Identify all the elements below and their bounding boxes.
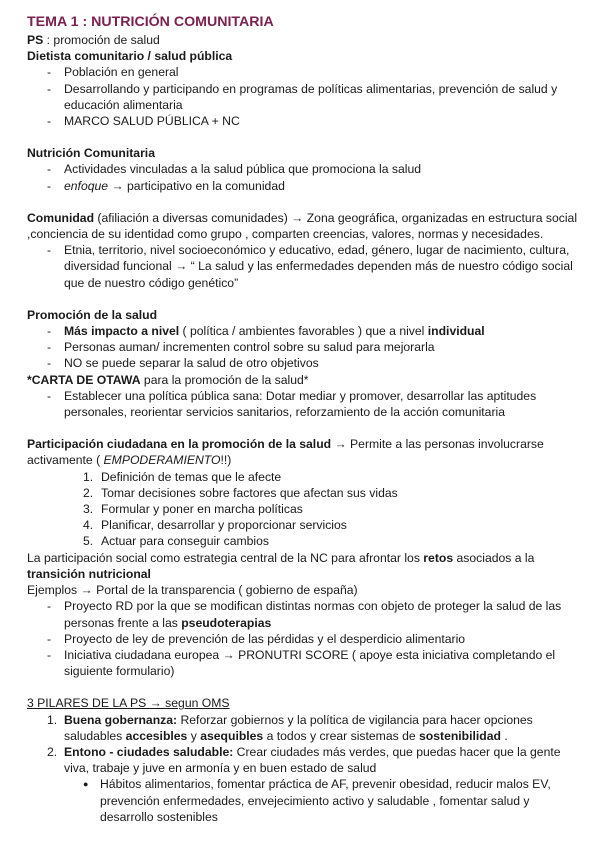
list-item: - NO se puede separar la salud de otro objetivos xyxy=(27,355,579,371)
list-item: - Iniciativa ciudadana europea → PRONUTRI SCORE ( apoye esta iniciativa completando el siguiente formulario) xyxy=(27,647,579,679)
pilares-sublist xyxy=(27,776,579,825)
dietista-heading: Dietista comunitario / salud pública xyxy=(27,49,233,64)
participacion-steps xyxy=(27,469,579,550)
list-item: 1. Definición de temas que le afecte xyxy=(83,469,282,484)
list-item: ● Hábitos alimentarios, fomentar práctica de AF, prevenir obesidad, reducir malos EV, prevención enfermedades, envejecimiento activo y saludable , fomentar salud y desarrollo sostenibles xyxy=(27,776,579,825)
promocion-heading: Promoción de la salud xyxy=(27,307,158,322)
pilares-heading: 3 PILARES DE LA PS → segun OMS xyxy=(27,696,230,711)
participacion-paragraph: Participación ciudadana en la promoción de la salud → Permite a las personas involucrarse activamente ( EMPODERAMIENTO!!) xyxy=(27,437,544,468)
list-item: - MARCO SALUD PÚBLICA + NC xyxy=(27,113,579,129)
ps-label: PS xyxy=(27,33,44,47)
list-item: 2. Entono - ciudades saludable: Crear ciudades más verdes, que puedas hacer que la gente viva, trabaje y juve en armonía y en buen estado de salud xyxy=(47,744,561,776)
list-item: 4. Planificar, desarrollar y proporcionar servicios xyxy=(83,518,347,533)
ps-definition xyxy=(27,32,579,48)
ejemplos-list xyxy=(27,598,579,679)
list-item: 5. Actuar para conseguir cambios xyxy=(83,534,270,549)
dietista-list xyxy=(27,64,579,129)
comunidad-paragraph: Comunidad (afiliación a diversas comunidades) → Zona geográfica, organizadas en estructura social ,conciencia de su identidad como grupo , comparten creencias, valores, normas y necesidades. xyxy=(27,210,578,242)
nutricion-heading: Nutrición Comunitaria xyxy=(27,146,155,161)
list-item: - Proyecto RD por la que se modifican distintas normas con objeto de proteger la salud de las personas frente a las pseudoterapias xyxy=(27,598,579,630)
list-item: 1. Buena gobernanza: Reforzar gobiernos y la política de vigilancia para hacer opciones saludables accesibles y asequibles a todos y crear sistemas de sostenibilidad . xyxy=(47,712,533,743)
document-title: TEMA 1 : NUTRICIÓN COMUNITARIA xyxy=(27,14,274,30)
list-item: - Más impacto a nivel ( política / ambientes favorables ) que a nivel individual xyxy=(27,323,579,339)
list-item: - Desarrollando y participando en programas de políticas alimentarias, prevención de salud y educación alimentaria xyxy=(27,81,579,113)
ejemplos-line: Ejemplos → Portal de la transparencia ( gobierno de españa) xyxy=(27,583,358,598)
list-item: - Población en general xyxy=(27,64,579,80)
otawa-heading: *CARTA DE OTAWA para la promoción de la salud* xyxy=(27,372,309,387)
comunidad-list xyxy=(27,242,579,291)
promocion-list xyxy=(27,323,579,372)
nutricion-list xyxy=(27,161,579,193)
otawa-list xyxy=(27,388,579,420)
enfoque-term: enfoque xyxy=(64,178,109,193)
list-item: - enfoque → participativo en la comunidad xyxy=(27,178,579,194)
list-item: 2. Tomar decisiones sobre factores que afectan sus vidas xyxy=(83,485,398,500)
list-item: 3. Formular y poner en marcha políticas xyxy=(83,502,303,517)
list-item: - Personas auman/ incrementen control sobre su salud para mejorarla xyxy=(27,339,579,355)
list-item: - Proyecto de ley de prevención de las pérdidas y el desperdicio alimentario xyxy=(27,631,579,647)
participacion-social: La participación social como estrategia central de la NC para afrontar los retos asociados a la transición nutricional xyxy=(27,550,535,581)
list-item: - Etnia, territorio, nivel socioeconómico y educativo, edad, género, lugar de nacimiento, cultura, diversidad funcional → “ La salud y las enfermedades dependen más de nuestro código social que de nuestro código genético” xyxy=(27,242,579,291)
document-page xyxy=(27,12,579,825)
comunidad-label: Comunidad xyxy=(27,210,95,225)
ps-text: : promoción de salud xyxy=(43,33,160,47)
list-item: - Actividades vinculadas a la salud pública que promociona la salud xyxy=(27,161,579,177)
list-item: - Establecer una política pública sana: Dotar mediar y promover, desarrollar las aptitudes personales, reorientar servicios sanitarios, reforzamiento de la acción comunitaria xyxy=(27,388,579,420)
pilares-list xyxy=(27,712,579,777)
